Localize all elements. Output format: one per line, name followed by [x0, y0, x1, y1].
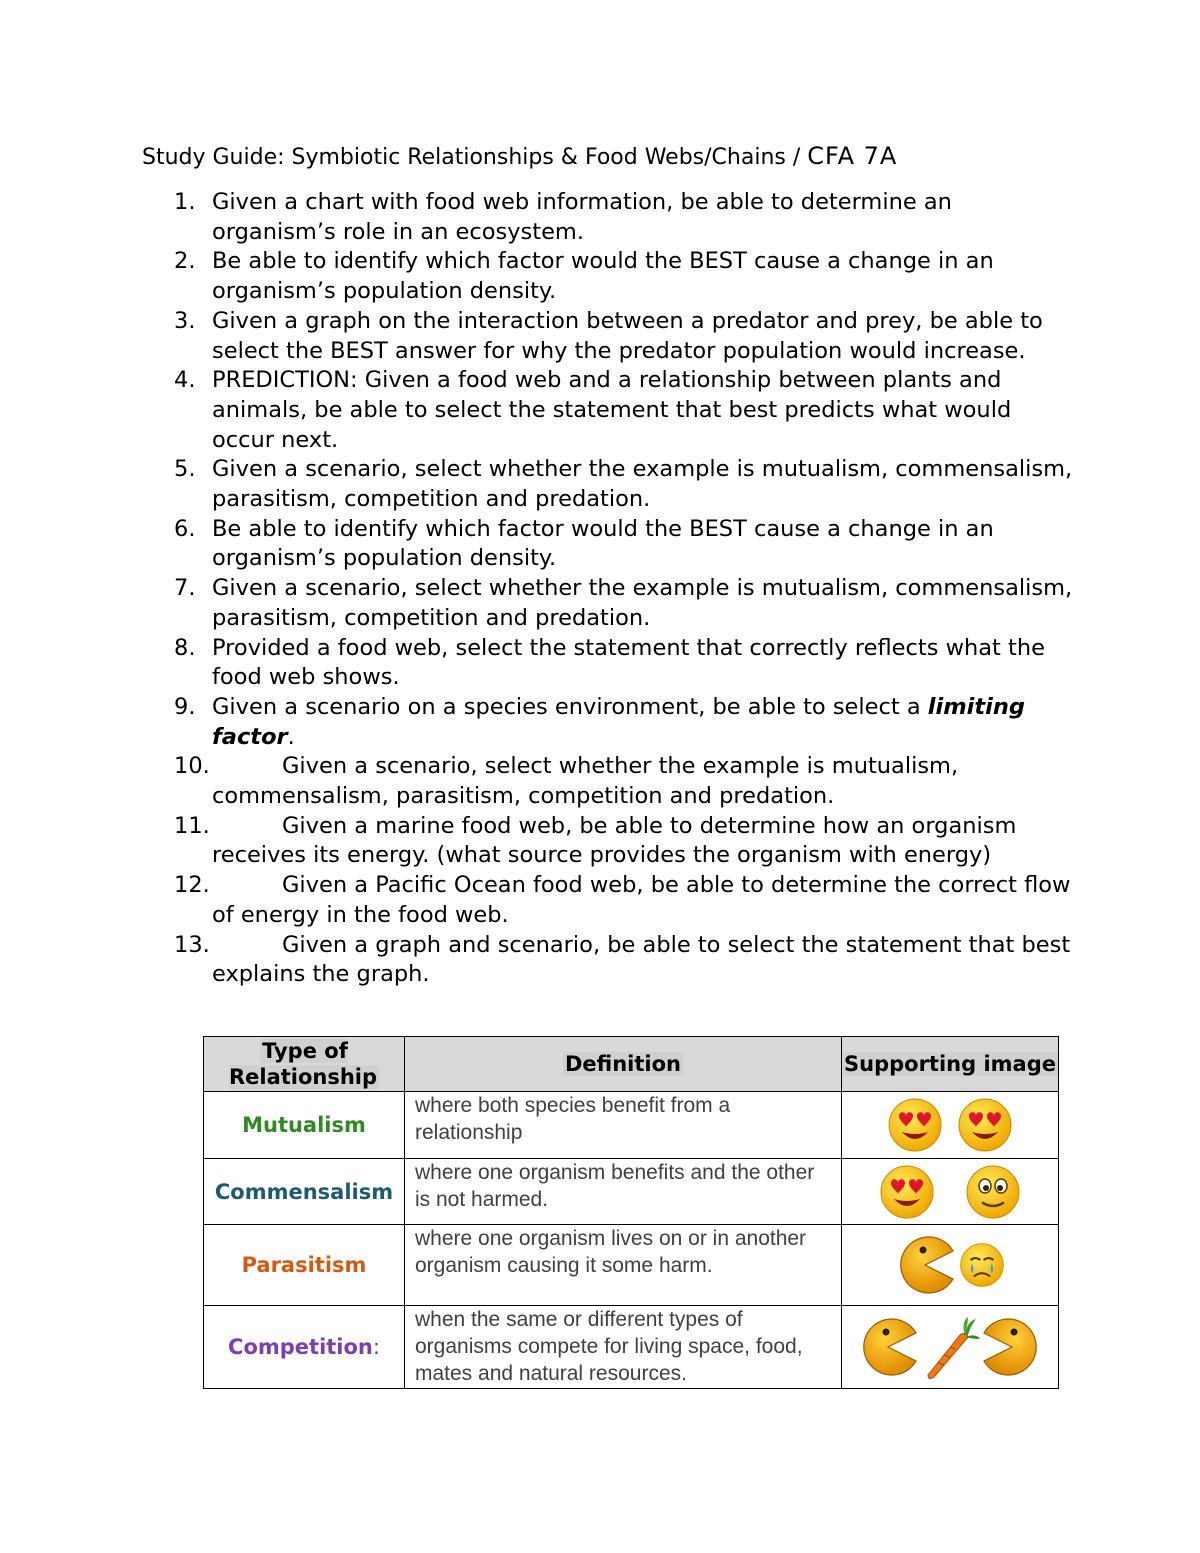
header-type: Type of Relationship [204, 1037, 405, 1092]
table-row [204, 1092, 1059, 1159]
list-item [140, 752, 1080, 811]
list-item [140, 574, 1080, 633]
table-header-row [204, 1037, 1059, 1092]
type-suffix: : [372, 1335, 380, 1359]
heart-eyes-emoji-icon [887, 1097, 943, 1153]
list-item [140, 812, 1080, 871]
table-row [204, 1159, 1059, 1225]
relationship-type [204, 1159, 405, 1225]
item-number: 7. [174, 575, 196, 602]
heart-eyes-emoji-icon [957, 1097, 1013, 1153]
supporting-image [842, 1306, 1059, 1389]
item-number: 4. [174, 367, 196, 394]
type-competition: Competition [228, 1335, 373, 1359]
item-text: Given a Pacific Ocean food web, be able to determine the correct flow of energy in the food web. [212, 872, 1071, 928]
item-number: 9. [174, 693, 196, 720]
table-row [204, 1225, 1059, 1306]
item-number: 13. [174, 931, 210, 958]
item-tail: . [287, 723, 295, 750]
relationship-definition: where both species benefit from a relationship [405, 1092, 842, 1159]
item-number: 11. [174, 812, 210, 839]
item-number: 8. [174, 634, 196, 661]
item-number: 3. [174, 307, 196, 334]
type-parasitism: Parasitism [241, 1253, 367, 1277]
list-item [140, 188, 1080, 247]
title-code: CFA 7A [807, 142, 898, 170]
supporting-image [842, 1225, 1059, 1306]
type-commensalism: Commensalism [214, 1179, 394, 1204]
neutral-face-emoji-icon [965, 1164, 1021, 1220]
study-list [140, 188, 1080, 990]
relationship-table [203, 1036, 1059, 1389]
supporting-image [842, 1159, 1059, 1225]
list-item [140, 634, 1080, 693]
item-text: Given a chart with food web information, be able to determine an organism’s role in an ecosystem. [212, 189, 952, 245]
relationship-type [204, 1306, 405, 1389]
item-text: Given a scenario on a species environment, be able to select a [212, 693, 921, 720]
item-number: 2. [174, 248, 196, 275]
pacman-icon [895, 1235, 955, 1295]
carrot-icon [920, 1315, 980, 1379]
item-number: 10. [174, 753, 210, 780]
list-item [140, 455, 1080, 514]
item-number: 1. [174, 189, 196, 215]
item-text: Given a scenario, select whether the example is mutualism, commensalism, parasitism, competition and predation. [212, 456, 1073, 513]
item-text: Be able to identify which factor would the BEST cause a change in an organism’s population density. [212, 248, 994, 305]
supporting-image [842, 1092, 1059, 1159]
list-item [140, 247, 1080, 306]
item-text: Be able to identify which factor would the BEST cause a change in an organism’s population density. [212, 515, 994, 572]
item-number: 6. [174, 515, 196, 542]
relationship-type [204, 1225, 405, 1306]
item-emphasis: limiting factor [212, 693, 1025, 750]
list-item [140, 693, 1080, 752]
list-item [140, 515, 1080, 574]
type-mutualism: Mutualism [242, 1113, 366, 1137]
relationship-type [204, 1092, 405, 1159]
header-image: Supporting image [842, 1037, 1059, 1092]
list-item [140, 871, 1080, 930]
crying-face-emoji-icon [959, 1242, 1005, 1288]
title-main: Study Guide: Symbiotic Relationships & Food Webs/Chains / [142, 145, 808, 170]
item-text: PREDICTION: Given a food web and a relationship between plants and animals, be able to select the statement that best predicts what would occur next. [212, 367, 1012, 453]
pacman-icon [858, 1317, 918, 1377]
table-row [204, 1306, 1059, 1389]
item-text: Given a graph on the interaction between a predator and prey, be able to select the BEST answer for why the predator population would increase. [212, 307, 1043, 364]
item-number: 12. [174, 872, 210, 899]
heart-eyes-emoji-icon [879, 1164, 935, 1220]
relationship-definition: where one organism benefits and the other is not harmed. [405, 1159, 842, 1225]
item-text: Provided a food web, select the statement that correctly reflects what the food web shows. [212, 634, 1045, 691]
item-text: Given a graph and scenario, be able to select the statement that best explains the graph. [212, 931, 1071, 988]
list-item [140, 307, 1080, 366]
list-item [140, 931, 1080, 990]
relationship-definition: when the same or different types of organisms compete for living space, food, mates and natural resources. [405, 1306, 842, 1389]
list-item [140, 366, 1080, 455]
item-text: Given a scenario, select whether the example is mutualism, commensalism, parasitism, competition and predation. [212, 575, 1073, 631]
item-text: Given a scenario, select whether the example is mutualism, commensalism, parasitism, competition and predation. [212, 753, 959, 810]
pacman-icon [982, 1317, 1042, 1377]
relationship-definition: where one organism lives on or in another organism causing it some harm. [405, 1225, 842, 1306]
header-definition: Definition [405, 1037, 842, 1092]
item-text: Given a marine food web, be able to determine how an organism receives its energy. (what source provides the organism with energy) [212, 812, 1017, 869]
page-title [142, 142, 897, 170]
item-number: 5. [174, 456, 196, 483]
